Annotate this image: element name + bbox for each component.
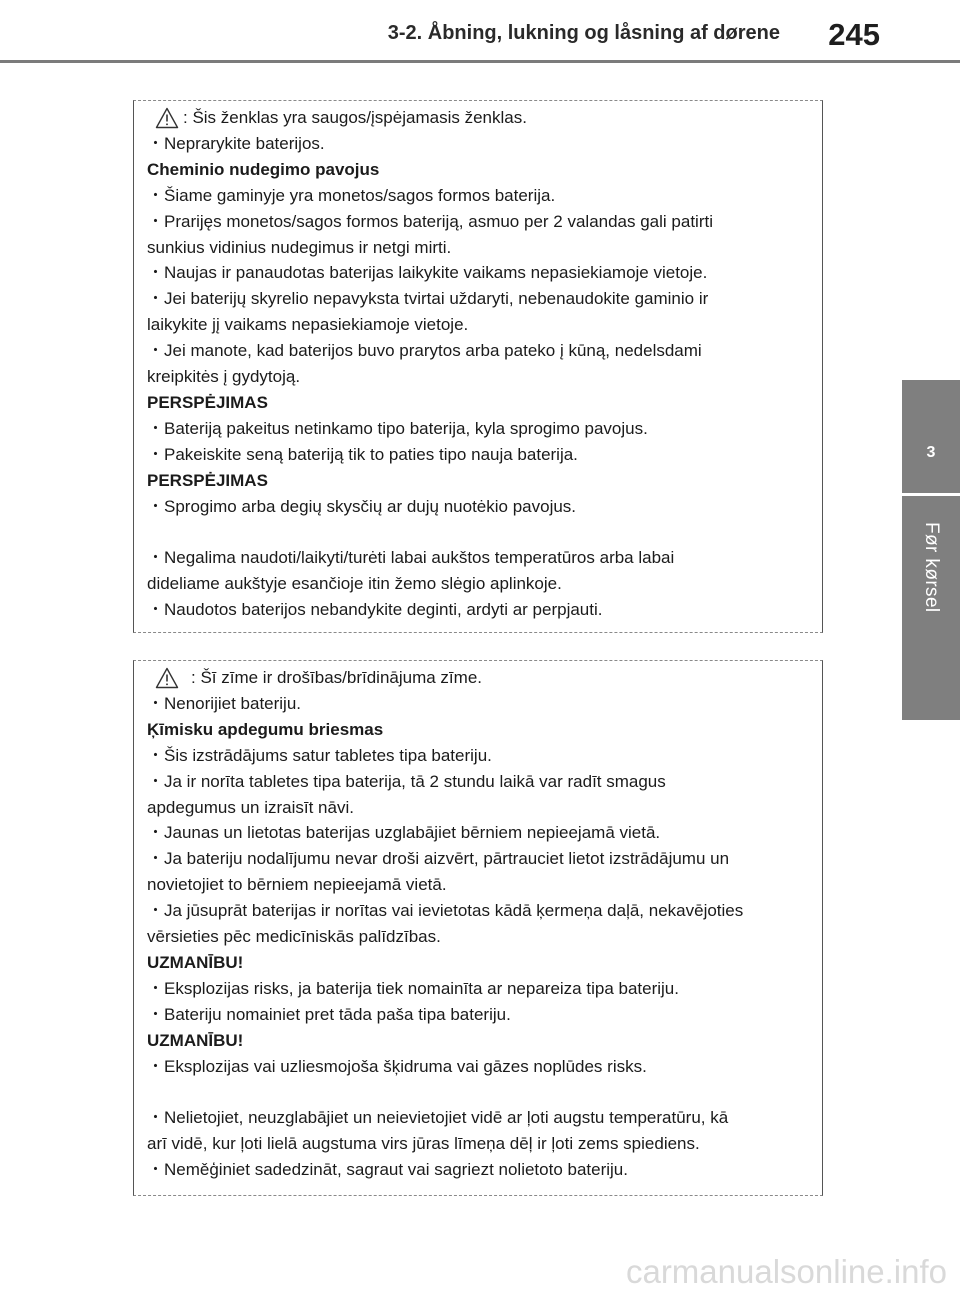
warning-text-line: ・Jaunas un lietotas baterijas uzglabājiet bērniem nepieejamā vietā. [147,823,661,843]
warning-heading: Cheminio nudegimo pavojus [147,159,380,179]
page-header [0,0,960,64]
watermark [0,1240,960,1305]
warning-text-line: ・Nelietojiet, neuzglabājiet un neievietojiet vidē ar ļoti augstu temperatūru, kā [147,1108,729,1128]
warning-heading: Ķīmisku apdegumu briesmas [147,719,384,739]
warning-text-line: ・Prarijęs monetos/sagos formos bateriją, asmuo per 2 valandas gali patirti [147,211,713,231]
warning-sign-text: : Šī zīme ir drošības/brīdinājuma zīme. [191,668,482,687]
warning-lines [147,691,822,1183]
warning-text-line: dideliame aukštyje esančioje itin žemo slėgio aplinkoje. [147,574,562,594]
warning-text-line: ・Naujas ir panaudotas baterijas laikykite vaikams nepasiekiamoje vietoje. [147,263,708,283]
warning-lines [147,131,822,623]
warning-text-line: kreipkitės į gydytoją. [147,367,301,387]
warning-text-line: ・Šis izstrādājums satur tabletes tipa bateriju. [147,745,492,765]
warning-text-line: laikykite jį vaikams nepasiekiamoje vietoje. [147,315,469,335]
chapter-side-tab [902,380,960,720]
warning-sign-row [147,105,822,131]
warning-text-line: ・Jei manote, kad baterijos buvo prarytos arba pateko į kūną, nedelsdami [147,341,702,361]
warning-text-line: ・Šiame gaminyje yra monetos/sagos formos baterija. [147,185,556,205]
warning-triangle-icon [155,107,179,129]
warning-text-line: ・Ja jūsuprāt baterijas ir norītas vai ievietotas kādā ķermeņa daļā, nekavējoties [147,901,744,921]
warning-text-line: vērsieties pēc medicīniskās palīdzības. [147,927,441,947]
warning-text-line: ・Neměģiniet sadedzināt, sagraut vai sagriezt nolietoto bateriju. [147,1160,628,1180]
warning-text-line: ・Naudotos baterijos nebandykite deginti, ardyti ar perpjauti. [147,600,603,620]
warning-heading: UZMANĪBU! [147,1030,244,1050]
header-rule [0,60,960,63]
warning-box-latvian [133,660,823,1196]
warning-heading: UZMANĪBU! [147,952,244,972]
warning-text-line: ・Eksplozijas risks, ja baterija tiek nomainīta ar nepareiza tipa bateriju. [147,978,679,998]
warning-text-line: apdegumus un izraisīt nāvi. [147,797,354,817]
warning-text-line: arī vidē, kur ļoti lielā augstuma virs jūras līmeņa dēļ ir ļoti zems spiediens. [147,1134,700,1154]
blank-line [147,520,822,546]
warning-text-line: ・Pakeiskite seną bateriją tik to paties tipo nauja baterija. [147,444,578,464]
warning-sign-text: : Šis ženklas yra saugos/įspėjamasis ženklas. [183,108,527,127]
chapter-label: Før kørsel [921,522,942,613]
warning-text-line: ・Bateriją pakeitus netinkamo tipo baterija, kyla sprogimo pavojus. [147,418,648,438]
warning-text-line: novietojiet to bērniem nepieejamā vietā. [147,875,447,895]
warning-text-line: ・Bateriju nomainiet pret tāda paša tipa bateriju. [147,1004,511,1024]
warning-text-line: ・Ja bateriju nodalījumu nevar droši aizvērt, pārtrauciet lietot izstrādājumu un [147,849,730,869]
blank-line [147,1080,822,1106]
warning-text-line: ・Jei baterijų skyrelio nepavyksta tvirtai uždaryti, nebenaudokite gaminio ir [147,289,709,309]
chapter-number: 3 [926,444,936,461]
tab-divider [902,493,960,496]
warning-text-line: ・Negalima naudoti/laikyti/turėti labai aukštos temperatūros arba labai [147,548,675,568]
warning-text-line: ・Sprogimo arba degių skysčių ar dujų nuotėkio pavojus. [147,496,577,516]
warning-heading: PERSPĖJIMAS [147,392,268,412]
warning-heading: PERSPĖJIMAS [147,470,268,490]
section-title: 3-2. Åbning, lukning og låsning af dørene [387,22,780,44]
warning-text-line: ・Eksplozijas vai uzliesmojoša šķidruma vai gāzes noplūdes risks. [147,1056,647,1076]
warning-box-lithuanian [133,100,823,633]
page-number: 245 [828,17,880,52]
warning-text-line: ・Nenorijiet bateriju. [147,693,302,713]
watermark-text: carmanualsonline.info [625,1253,947,1290]
warning-text-line: sunkius vidinius nudegimus ir netgi mirti. [147,237,452,257]
warning-sign-row [147,665,822,691]
warning-triangle-icon [155,667,179,689]
warning-text-line: ・Neprarykite baterijos. [147,133,325,153]
warning-text-line: ・Ja ir norīta tabletes tipa baterija, tā 2 stundu laikā var radīt smagus [147,771,666,791]
